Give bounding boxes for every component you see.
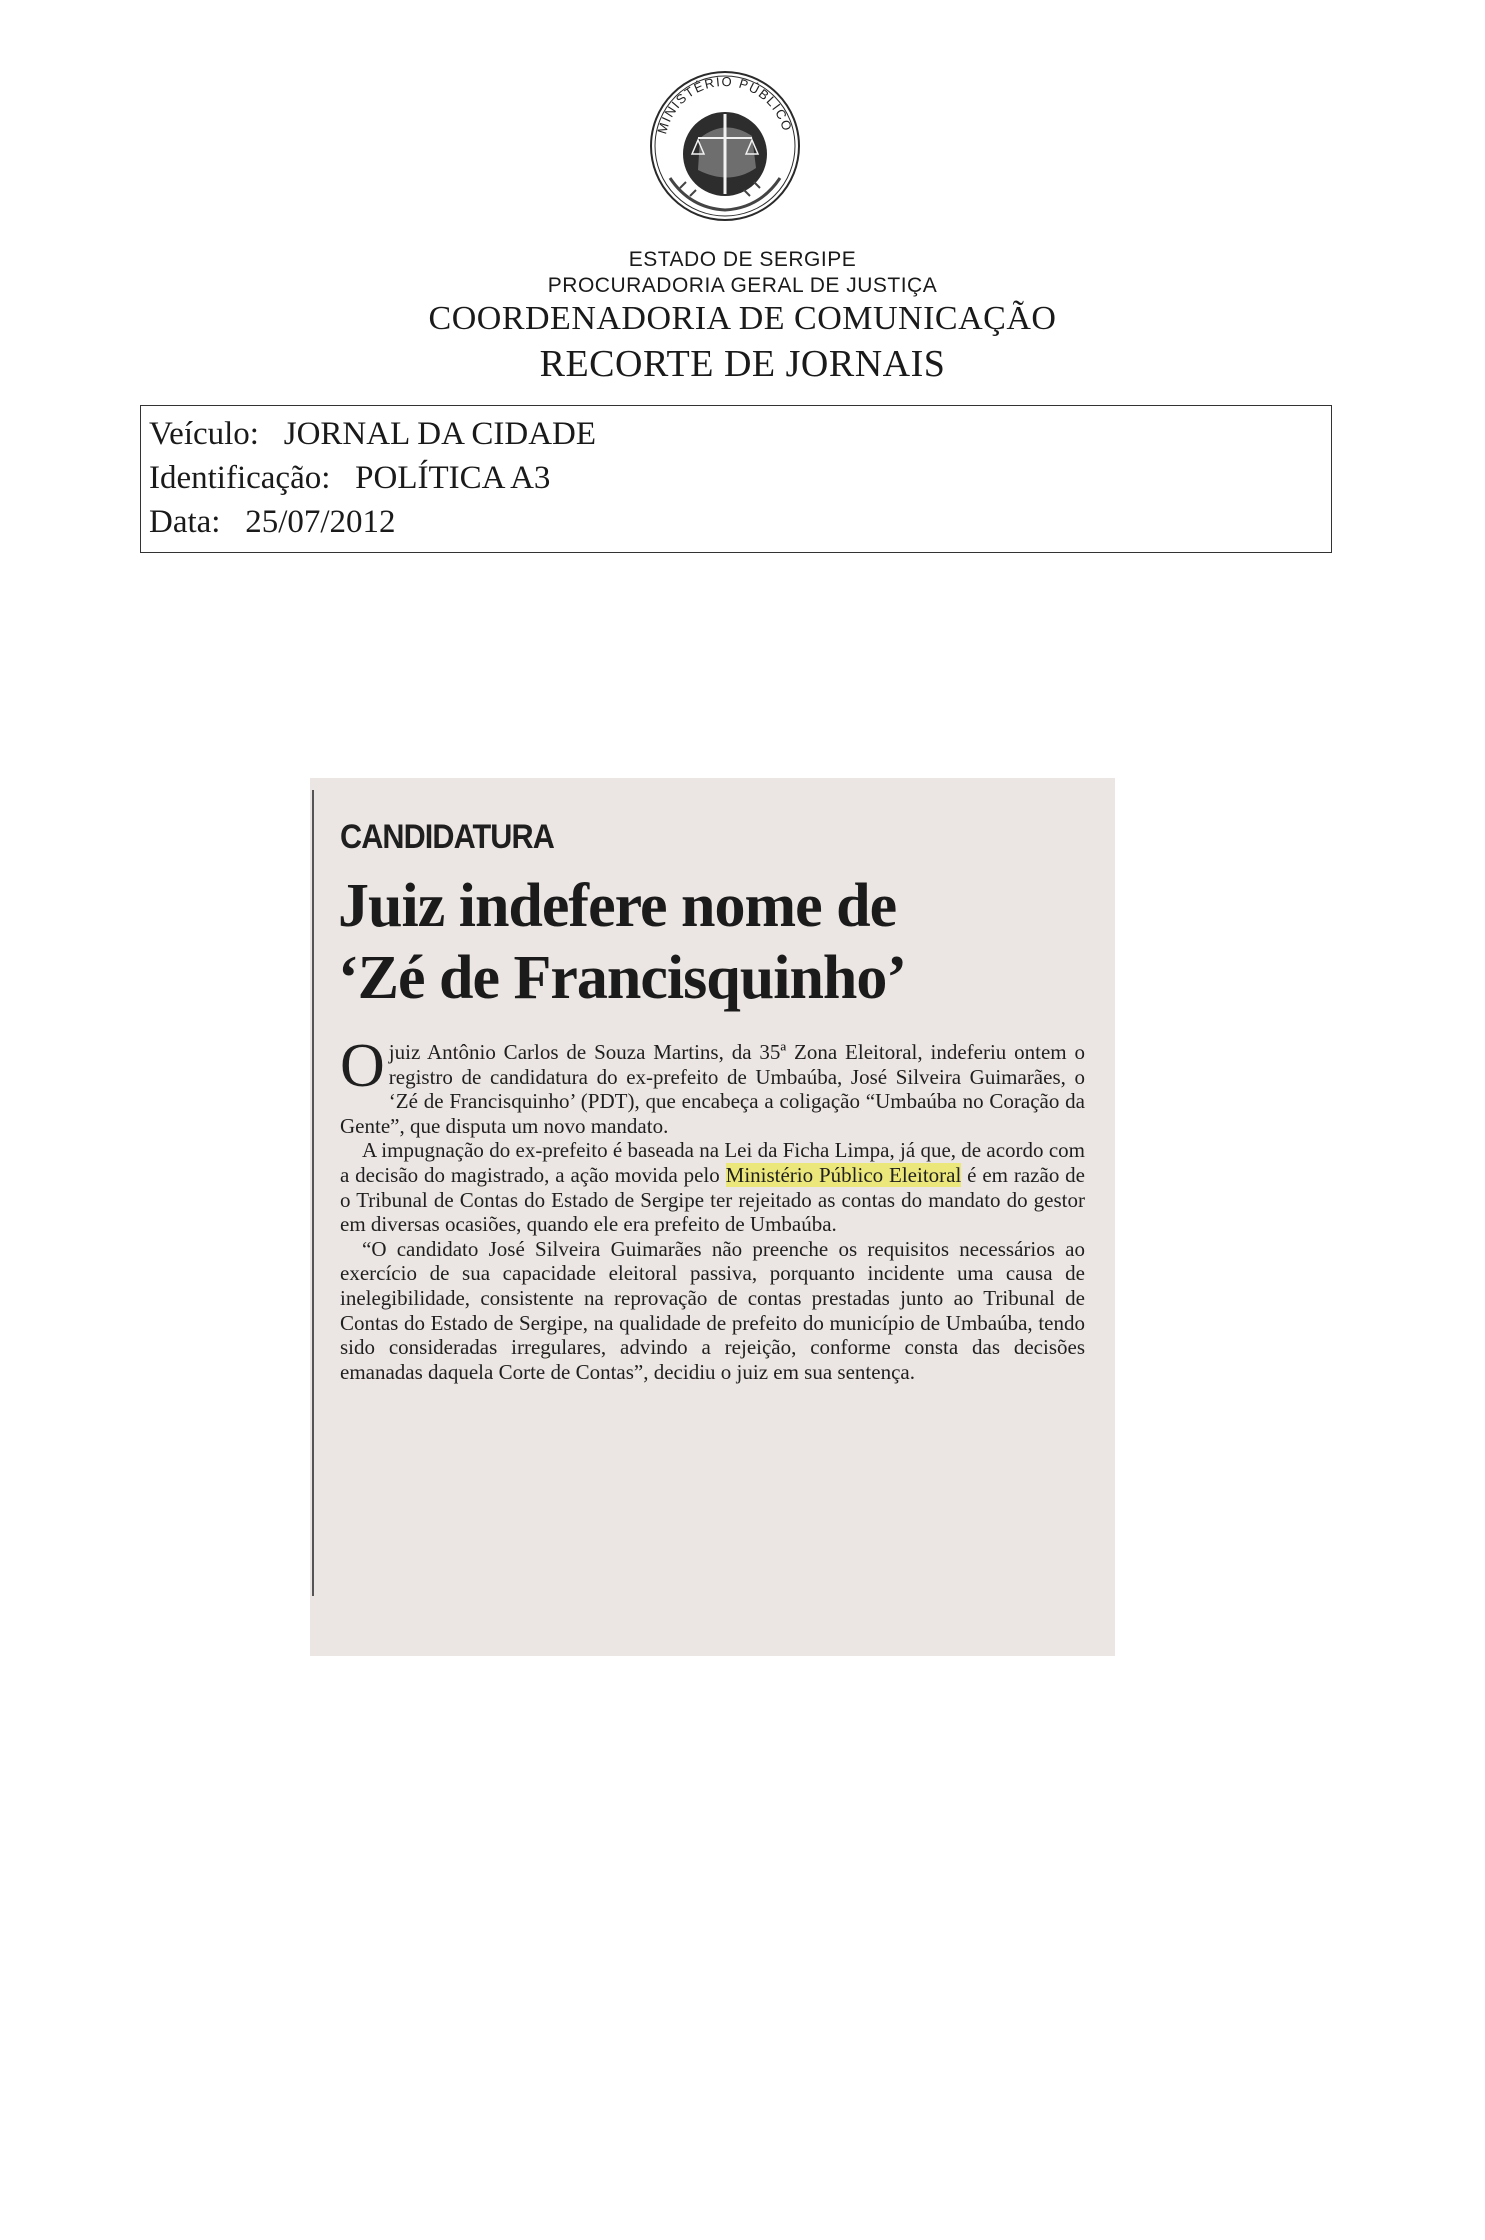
headline-line-1: Juiz indefere nome de — [338, 872, 897, 940]
vehicle-label: Veículo: — [149, 416, 259, 452]
article-headline — [338, 870, 1098, 1014]
date-label: Data: — [149, 504, 221, 540]
newspaper-clipping — [310, 778, 1115, 1656]
highlighted-ministerio-publico-eleitoral: Ministério Público Eleitoral — [725, 1162, 962, 1187]
header-department: COORDENADORIA DE COMUNICAÇÃO — [428, 300, 1057, 337]
drop-cap: O — [340, 1032, 385, 1100]
date-value: 25/07/2012 — [245, 504, 396, 540]
header-state: ESTADO DE SERGIPE — [628, 248, 857, 271]
identification-row — [149, 456, 1331, 500]
ministerio-publico-seal — [640, 58, 810, 228]
paragraph-2-text-a: A impugnação do ex-prefeito é baseada na Lei da Ficha Limpa, já que, de acordo com a decisão do magistrado, a ação movida pelo — [340, 1138, 1085, 1187]
paragraph-3-text: “O candidato José Silveira Guimarães não preenche os requisitos necessários ao exercício de sua capacidade eleitoral passiva, porquanto incidente uma causa de inelegibilidade, consistente na reprovação de contas prestadas junto ao Tribunal de Contas do Estado de Sergipe, na qualidade de prefeito do município de Umbaúba, tendo sido consideradas irregulares, advindo a rejeição, conforme consta das decisões emanadas daquela Corte de Contas”, decidiu o juiz em sua sentença. — [340, 1236, 1085, 1384]
article-body — [340, 1032, 1086, 1384]
identification-label: Identificação: — [149, 460, 331, 496]
paragraph-1-text: juiz Antônio Carlos de Souza Martins, da 35ª Zona Eleitoral, indeferiu ontem o registro de candidatura do ex-prefeito de Umbaúba, José Silveira Guimarães, o ‘Zé de Francisquinho’ (PDT), que encabeça a coligação “Umbaúba no Coração da Gente”, que disputa um novo mandato. — [340, 1040, 1085, 1138]
header-section-title: RECORTE DE JORNAIS — [539, 343, 946, 385]
svg-text:MINISTÉRIO PÚBLICO: MINISTÉRIO PÚBLICO — [654, 73, 796, 136]
header-office: PROCURADORIA GERAL DE JUSTIÇA — [547, 274, 938, 297]
paragraph-2-text-b: é em razão de o Tribunal de Contas do Estado de Sergipe ter rejeitado as contas do mandato do gestor em diversas ocasiões, quando ele era prefeito de Umbaúba. — [340, 1162, 1086, 1237]
column-rule — [312, 790, 314, 1596]
vehicle-row — [149, 412, 1331, 456]
vehicle-value: JORNAL DA CIDADE — [283, 416, 597, 452]
paragraph-3 — [340, 1237, 1085, 1385]
article-kicker: CANDIDATURA — [340, 818, 554, 856]
identification-value: POLÍTICA A3 — [355, 460, 551, 496]
paragraph-1 — [340, 1032, 1085, 1138]
clipping-info-box — [140, 405, 1332, 553]
paragraph-2 — [340, 1138, 1085, 1236]
headline-line-2: ‘Zé de Francisquinho’ — [338, 944, 907, 1012]
date-row — [149, 500, 1331, 544]
